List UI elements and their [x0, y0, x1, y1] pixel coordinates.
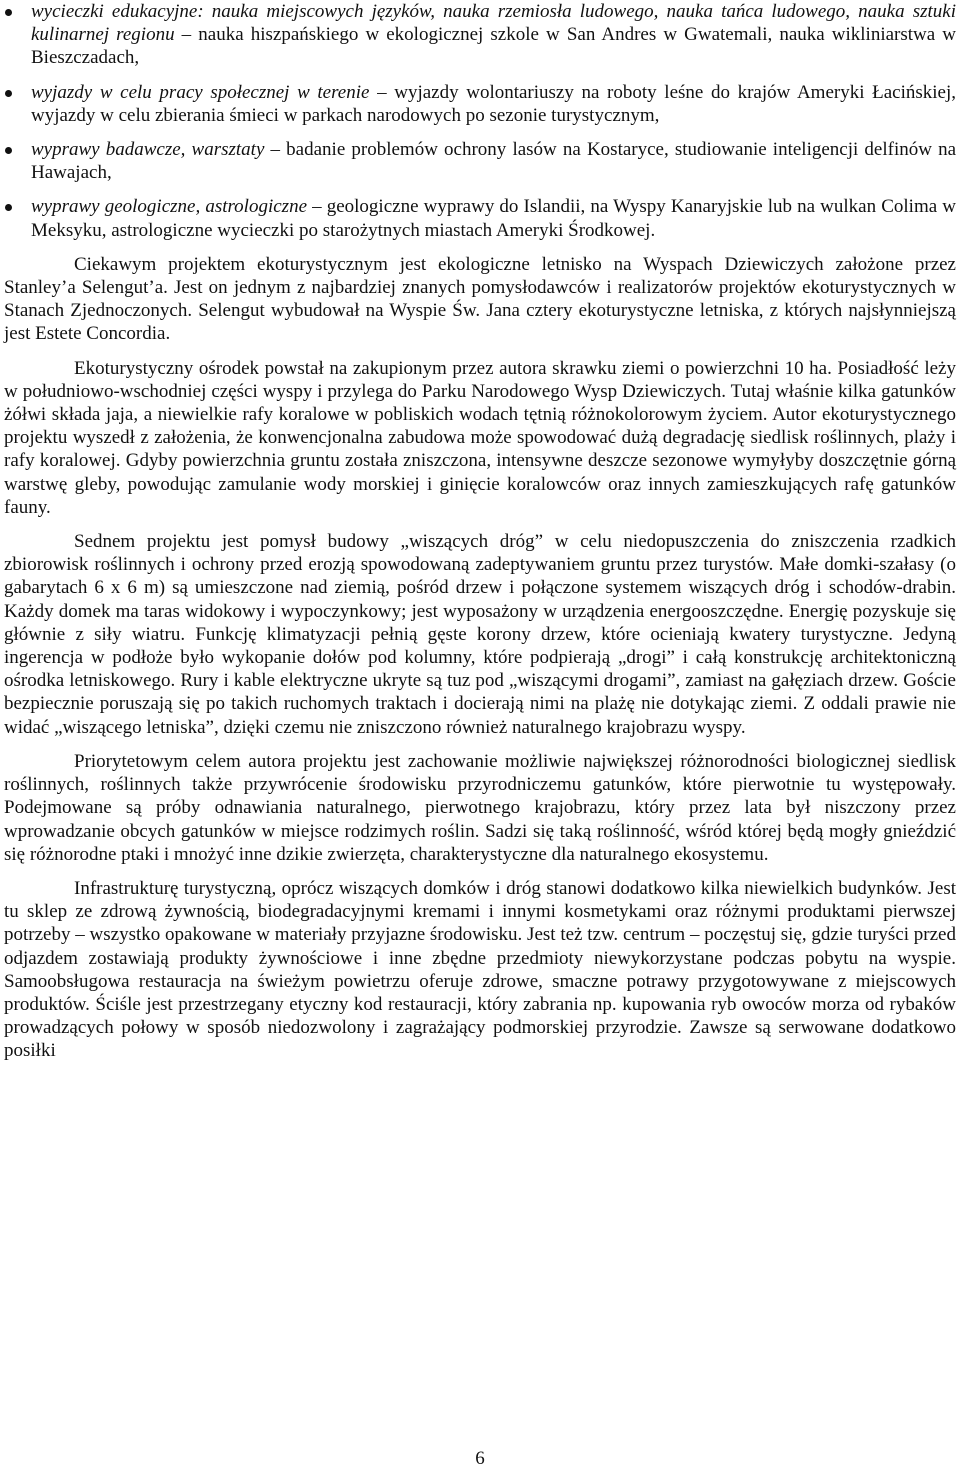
page-number: 6	[475, 1448, 485, 1469]
bullet-icon	[5, 90, 12, 97]
document-body	[4, 0, 956, 1074]
dash-separator: –	[174, 24, 199, 46]
bullet-icon	[5, 147, 12, 154]
list-item	[4, 138, 956, 184]
list-item-text: nauka hiszpańskiego w ekologicznej szkole w San Andres w Gwatemali, nauka wikliniarstwa w Bieszczadach,	[31, 24, 957, 69]
list-item	[4, 195, 956, 241]
bullet-icon	[5, 9, 12, 16]
list-item-lead: wyjazdy w celu pracy społecznej w terenie	[31, 81, 370, 103]
dash-separator: –	[264, 139, 287, 161]
list-item-lead: wyprawy badawcze, warsztaty	[31, 139, 265, 161]
paragraph-infrastructure: Infrastrukturę turystyczną, oprócz wiszących domków i dróg stanowi dodatkowo kilka niewielkich budynków. Jest tu sklep ze zdrową żywnością, biodegradacyjnymi kremami i innymi kosmetykami oraz różnymi produktami pierwszej potrzeby – wszystko opakowane w materiały przyjazne środowisku. Jest też tzw. centrum – poczęstuj się, gdzie turyści przed odjazdem zostawiają produkty żywnościowe i inne zbędne przedmioty niewykorzystane podczas pobytu na wyspie. Samoobsługowa restauracja na świeżym powietrzu oferuje zdrowe, smaczne potrawy przygotowywane z miejscowych produktów. Ściśle jest przestrzegany etyczny kod restauracji, który zabrania np. kupowania ryb owoców morza od rybaków prowadzących połowy w sposób niedozwolony i zagrażający podmorskiej przyrodzie. Zawsze są serwowane dodatkowo posiłki	[4, 877, 956, 1062]
paragraph-selengut: Ciekawym projektem ekoturystycznym jest ekologiczne letnisko na Wyspach Dziewiczych założone przez Stanley’a Selengut’a. Jest on jednym z najbardziej znanych pomysłodawców i realizatorów projektów ekoturystycznych w Stanach Zjednoczonych. Selengut wybudował na Wyspie Św. Jana cztery ekoturystyczne letniska, z których najsłynniejszą jest Estete Concordia.	[4, 253, 956, 345]
paragraph-hanging-roads: Sednem projektu jest pomysł budowy „wiszących dróg” w celu niedopuszczenia do zniszczenia rzadkich zbiorowisk roślinnych i ochrony przed erozją spowodowaną zadeptywaniem gruntu przez turystów. Małe domki-szałasy (o gabarytach 6 x 6 m) są umieszczone nad ziemią, pośród drzew i połączone systemem wiszących dróg i schodów-drabin. Każdy domek ma taras widokowy i wypoczynkowy; jest wyposażony w urządzenia energooszczędne. Energię pozyskuje się głównie z siły wiatru. Funkcję klimatyzacji pełnią gęste korony drzew, które ocieniają kwatery turystyczne. Jedyną ingerencja w podłoże było wykopanie dołów pod kolumny, które podpierają „drogi” i całą konstrukcję architektoniczną ośrodka letniskowego. Rury i kable elektryczne ukryte są tuz pod „wiszącymi drogami”, zamiast na gałęziach drzew. Goście bezpiecznie poruszają się po takich ruchomych traktach i docierają nimi na plażę nie dotykając ziemi. Z oddali prawie nie widać „wiszącego letniska”, dzięki czemu nie zniszczono również naturalnego krajobrazu wyspy.	[4, 531, 956, 738]
list-item-lead: wyprawy geologiczne, astrologiczne	[31, 196, 307, 218]
paragraph-resort: Ekoturystyczny ośrodek powstał na zakupionym przez autora skrawku ziemi o powierzchni 10 ha. Posiadłość leży w południowo-wschodniej części wyspy i przylega do Parku Narodowego Wysp Dziewiczych. Tutaj właśnie kilka gatunków żółwi składa jaja, a niewielkie rafy koralowe w pobliskich wodach tętnią różnokolorowym życiem. Autor ekoturystycznego projektu wyszedł z założenia, że konwencjonalna zabudowa może spowodować dużą degradację siedlisk roślinnych, plaży i rafy koralowej. Gdyby powierzchnia gruntu została zniszczona, intensywne deszcze sezonowe wymyłyby doszczętnie górną warstwę gleby, powodując zamulanie wody morskiej i ginięcie koralowców oraz innych zamieszkujących rafę gatunków fauny.	[4, 357, 956, 518]
list-item-text: wyjazdy wolontariuszy na roboty leśne do krajów Ameryki Łacińskiej, wyjazdy w celu zbierania śmieci w parkach narodowych po sezonie turystycznym,	[31, 81, 956, 126]
paragraph-biodiversity: Priorytetowym celem autora projektu jest zachowanie możliwie największej różnorodności biologicznej siedlisk roślinnych, roślinnych także przywrócenie środowisku przyrodniczemu gatunków, które pierwotnie tu występowały. Podejmowane są próby odnawiania naturalnego, pierwotnego krajobrazu, który przez lata był niszczony przez wprowadzanie obcych gatunków w miejsce rodzimych roślin. Sadzi się taką roślinność, wśród której będą mogły gnieździć się różnorodne ptaki i mnożyć inne dzikie zwierzęta, charakterystyczne dla naturalnego ekosystemu.	[4, 750, 956, 865]
activity-list	[4, 0, 956, 242]
list-item	[4, 0, 956, 70]
list-item-text: badanie problemów ochrony lasów na Kostaryce, studiowanie inteligencji delfinów na Hawajach,	[31, 139, 957, 184]
dash-separator: –	[307, 196, 327, 218]
dash-separator: –	[369, 81, 395, 103]
list-item-text: geologiczne wyprawy do Islandii, na Wyspy Kanaryjskie lub na wulkan Colima w Meksyku, astrologiczne wycieczki po starożytnych miastach Ameryki Środkowej.	[31, 196, 956, 241]
list-item	[4, 81, 956, 127]
bullet-icon	[5, 204, 12, 211]
list-item-lead: wycieczki edukacyjne: nauka miejscowych języków, nauka rzemiosła ludowego, nauka tańca ludowego, nauka sztuki kulinarnej regionu	[31, 1, 956, 46]
